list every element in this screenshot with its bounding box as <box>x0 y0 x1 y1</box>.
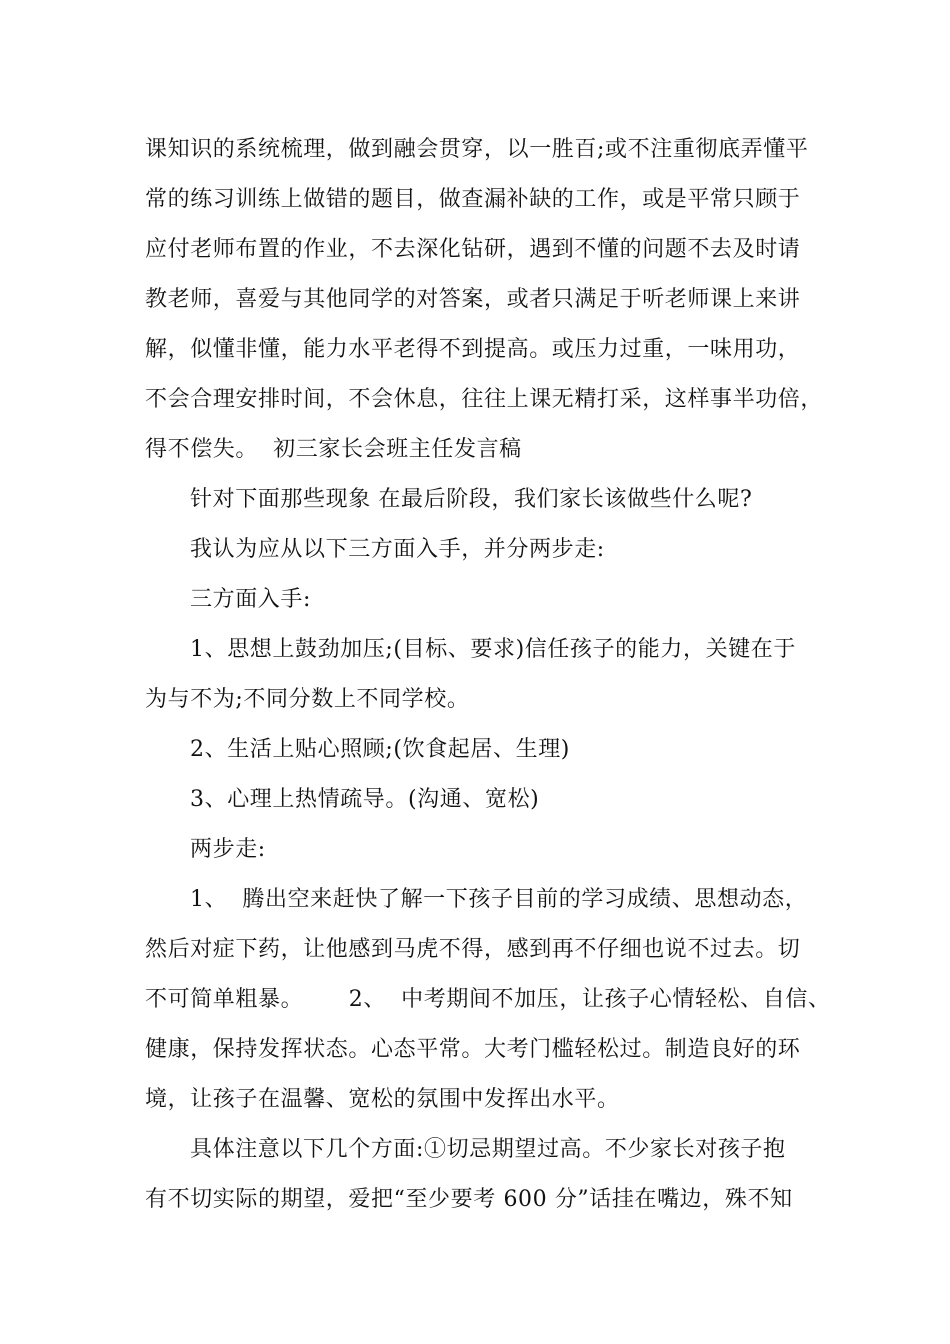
text-line: 解，似懂非懂，能力水平老得不到提高。或压力过重，一味用功， <box>145 337 801 362</box>
list-item: 3、心理上热情疏导。(沟通、宽松) <box>190 787 540 812</box>
list-item: 2、生活上贴心照顾;(饮食起居、生理) <box>190 737 570 762</box>
paragraph-start: 我认为应从以下三方面入手，并分两步走: <box>190 537 605 562</box>
paragraph-start: 针对下面那些现象 在最后阶段，我们家长该做些什么呢? <box>190 487 753 512</box>
paragraph-start: 具体注意以下几个方面:①切忌期望过高。不少家长对孩子抱 <box>190 1137 786 1162</box>
list-item: 1、思想上鼓劲加压;(目标、要求)信任孩子的能力，关键在于 <box>190 637 796 662</box>
text-line: 健康，保持发挥状态。心态平常。大考门槛轻松过。制造良好的环 <box>145 1037 801 1062</box>
text-line: 常的练习训练上做错的题目，做查漏补缺的工作，或是平常只顾于 <box>145 187 801 212</box>
section-heading: 三方面入手: <box>190 587 312 612</box>
text-line: 有不切实际的期望，爱把“至少要考 600 分”话挂在嘴边，殊不知 <box>145 1187 793 1212</box>
text-line: 不可简单粗暴。 2、 中考期间不加压，让孩子心情轻松、自信、 <box>145 987 831 1012</box>
text-line: 教老师，喜爱与其他同学的对答案，或者只满足于听老师课上来讲 <box>145 287 801 312</box>
list-item: 1、 腾出空来赶快了解一下孩子目前的学习成绩、思想动态， <box>190 887 808 912</box>
text-line: 得不偿失。 初三家长会班主任发言稿 <box>145 437 522 462</box>
text-line: 境，让孩子在温馨、宽松的氛围中发挥出水平。 <box>145 1087 620 1112</box>
text-line: 不会合理安排时间，不会休息，往往上课无精打采，这样事半功倍， <box>145 387 824 412</box>
text-line: 然后对症下药，让他感到马虎不得，感到再不仔细也说不过去。切 <box>145 937 801 962</box>
text-line: 应付老师布置的作业，不去深化钻研，遇到不懂的问题不去及时请 <box>145 237 801 262</box>
text-line: 为与不为;不同分数上不同学校。 <box>145 687 470 712</box>
section-heading: 两步走: <box>190 837 266 862</box>
text-line: 课知识的系统梳理，做到融会贯穿，以一胜百;或不注重彻底弄懂平 <box>145 137 809 162</box>
